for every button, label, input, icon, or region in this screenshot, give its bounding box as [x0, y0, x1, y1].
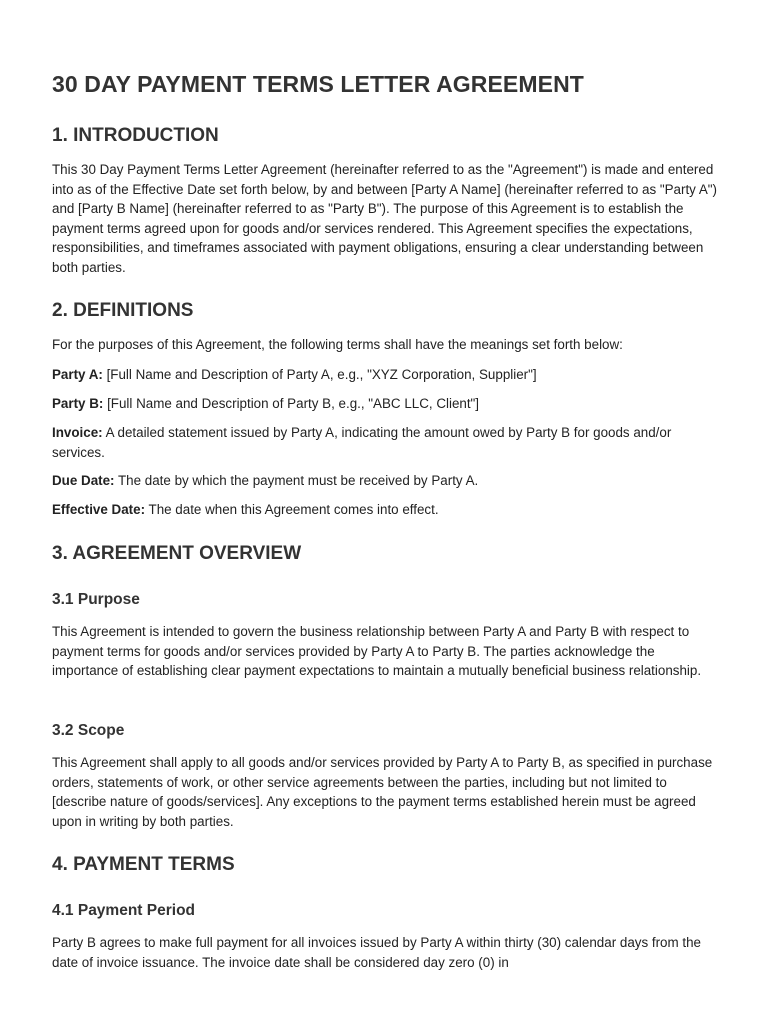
definition-term: Party A: [52, 367, 103, 382]
definition-item [52, 365, 722, 385]
introduction-paragraph: This 30 Day Payment Terms Letter Agreement (hereinafter referred to as the "Agreement") is made and entered into as of the Effective Date set forth below, by and between [Party A Name] (hereinafter referred to as "Party A") and [Party B Name] (hereinafter referred to as "Party B"). The purpose of this Agreement is to establish the payment terms agreed upon for goods and/or services rendered. This Agreement specifies the expectations, responsibilities, and timeframes associated with payment obligations, ensuring a clear understanding between both parties. [52, 162, 718, 275]
definition-text: The date by which the payment must be received by Party A. [114, 473, 479, 488]
definition-term: Effective Date: [52, 502, 146, 517]
document-title: 30 DAY PAYMENT TERMS LETTER AGREEMENT [52, 71, 584, 97]
definition-term: Due Date: [52, 473, 115, 488]
definitions-lead: For the purposes of this Agreement, the following terms shall have the meanings set forth below: [52, 337, 623, 352]
subsection-heading-payment-period: 4.1 Payment Period [52, 902, 196, 919]
definition-item [52, 423, 722, 462]
definition-item [52, 394, 722, 414]
section-heading-definitions: 2. DEFINITIONS [52, 300, 194, 321]
definition-item [52, 500, 722, 520]
definition-text: [Full Name and Description of Party B, e.g., "ABC LLC, Client"] [103, 396, 480, 411]
section-heading-introduction: 1. INTRODUCTION [52, 125, 219, 146]
purpose-paragraph: This Agreement is intended to govern the business relationship between Party A and Party B with respect to payment terms for goods and/or services provided by Party A to Party B. The parties acknowledge the importance of establishing clear payment expectations to maintain a mutually beneficial business relationship. [52, 624, 702, 679]
definition-item [52, 471, 722, 491]
definition-term: Party B: [52, 396, 104, 411]
payment-period-paragraph: Party B agrees to make full payment for all invoices issued by Party A within thirty (30) calendar days from the date of invoice issuance. The invoice date shall be considered day zero (0) in [52, 935, 701, 970]
section-heading-agreement-overview: 3. AGREEMENT OVERVIEW [52, 543, 302, 564]
definition-text: A detailed statement issued by Party A, indicating the amount owed by Party B for goods and/or services. [52, 425, 672, 460]
definition-text: [Full Name and Description of Party A, e.g., "XYZ Corporation, Supplier"] [102, 367, 537, 382]
section-heading-payment-terms: 4. PAYMENT TERMS [52, 854, 235, 875]
subsection-heading-purpose: 3.1 Purpose [52, 591, 140, 608]
definition-term: Invoice: [52, 425, 103, 440]
scope-paragraph: This Agreement shall apply to all goods and/or services provided by Party A to Party B, as specified in purchase orders, statements of work, or other service agreements between the parties, including but not limited to [describe nature of goods/services]. Any exceptions to the payment terms established herein must be agreed upon in writing by both parties. [52, 755, 713, 829]
subsection-heading-scope: 3.2 Scope [52, 722, 125, 739]
definition-text: The date when this Agreement comes into effect. [145, 502, 439, 517]
